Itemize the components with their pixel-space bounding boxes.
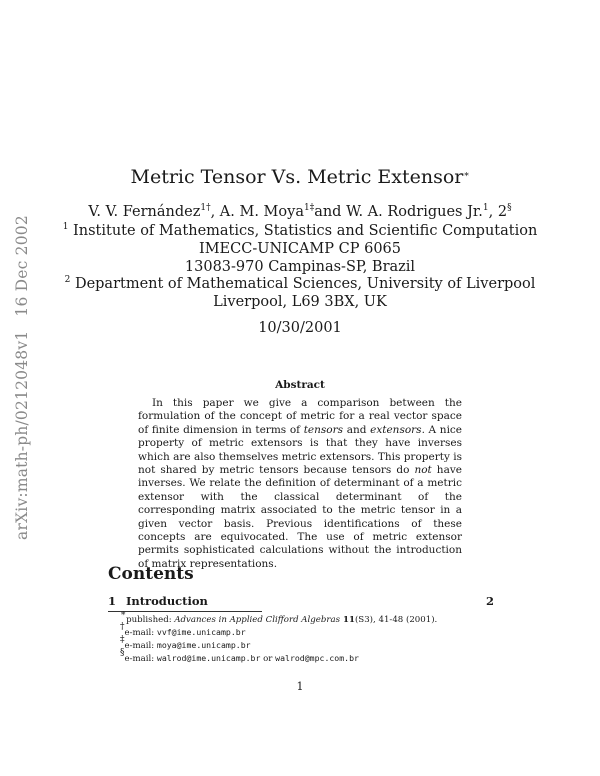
arxiv-date: 16 Dec 2002: [13, 215, 31, 317]
email-link[interactable]: walrod@ime.unicamp.br: [156, 653, 261, 663]
abstract-text: . A nice property of metric extensors is that they have inverses which are also themselves metric extensors. This property is not shared by metric tensors because tensors do: [138, 423, 463, 477]
contents-heading: Contents: [108, 564, 194, 584]
title-footnote-mark: ∗: [463, 170, 470, 180]
footnote-volume: 11: [340, 615, 355, 625]
paper-title-text: Metric Tensor Vs. Metric Extensor: [130, 166, 464, 188]
affiliation-mark: 1: [62, 222, 69, 232]
affiliation-line: [0, 223, 600, 239]
author-fernandez-mark: 1†: [200, 203, 211, 213]
affiliation-text: Department of Mathematical Sciences, University of Liverpool: [74, 276, 536, 292]
abstract-emphasis: extensors: [370, 423, 422, 436]
footnote-mark: §: [120, 648, 125, 658]
footnote-text: (S3), 41-48 (2001).: [354, 615, 438, 625]
author-rodrigues-mark2: §: [507, 203, 512, 213]
email-link[interactable]: moya@ime.unicamp.br: [156, 640, 251, 650]
author-moya-mark: 1‡: [303, 203, 315, 213]
footnote-rule: [108, 611, 262, 612]
footnote-email-rodrigues: [120, 648, 359, 664]
affiliation-text: 13083-970 Campinas-SP, Brazil: [184, 259, 416, 275]
abstract-emphasis: tensors: [303, 423, 344, 436]
footnote-text: published:: [126, 615, 175, 625]
abstract-text: In this paper we give a comparison between the formulation of the concept of metric for a real vector space of finite dimension in terms of: [138, 397, 462, 436]
footnote-journal: Advances in Applied Clifford Algebras: [174, 615, 340, 625]
affiliation-text: Liverpool, L69 3BX, UK: [213, 294, 387, 310]
page-number: 1: [296, 680, 304, 693]
footnote-publication: [120, 609, 438, 625]
author-line: [0, 204, 600, 220]
email-link[interactable]: walrod@mpc.com.br: [275, 653, 359, 663]
affiliation-text: Institute of Mathematics, Statistics and Scientific Computation: [73, 223, 538, 239]
footnote-email-fernandez: [120, 622, 246, 638]
author-moya: , A. M. Moya: [210, 204, 304, 220]
author-rodrigues-mark1: 1: [482, 203, 489, 213]
paper-title: [0, 166, 600, 188]
toc-entry-label[interactable]: Introduction: [126, 594, 208, 608]
author-rodrigues: and W. A. Rodrigues Jr.: [314, 204, 483, 220]
affiliation-text: IMECC-UNICAMP CP 6065: [198, 241, 402, 257]
affiliation-mark: 2: [64, 275, 71, 285]
footnote-text: or: [260, 654, 276, 664]
arxiv-id: arXiv:math-ph/0212048v1: [13, 330, 31, 540]
email-link[interactable]: vvf@ime.unicamp.br: [156, 627, 246, 637]
footnote-mark: ∗: [120, 609, 127, 619]
abstract-text: and: [343, 423, 371, 436]
paper-date: 10/30/2001: [258, 320, 342, 336]
affiliation-line: [0, 241, 600, 257]
footnote-text: e-mail:: [124, 654, 157, 664]
footnote-mark: †: [120, 622, 125, 632]
abstract-heading: Abstract: [275, 379, 325, 391]
affiliation-line: [0, 259, 600, 275]
author-rodrigues-aff2: , 2: [488, 204, 508, 220]
footnote-email-moya: [120, 635, 251, 651]
abstract-emphasis: not: [414, 464, 432, 477]
abstract-body: [138, 397, 462, 571]
abstract-text: have inverses. We relate the definition of determinant of a metric extensor with the classical determinant of the corresponding matrix associated to the metric tensor in a given vector basis. Previous identifications of these concepts are equivocated. The use of metric extensor permits sophisticated calculations without the introduction of matrix representations.: [138, 464, 462, 570]
affiliation-line: [0, 276, 600, 292]
footnote-text: e-mail:: [124, 628, 157, 638]
toc-entry-number: 1: [108, 594, 117, 608]
toc-entry-page[interactable]: 2: [485, 594, 494, 608]
author-fernandez: V. V. Fernández: [88, 204, 201, 220]
footnote-mark: ‡: [120, 635, 125, 645]
footnote-text: e-mail:: [124, 641, 157, 651]
affiliation-line: [0, 294, 600, 310]
